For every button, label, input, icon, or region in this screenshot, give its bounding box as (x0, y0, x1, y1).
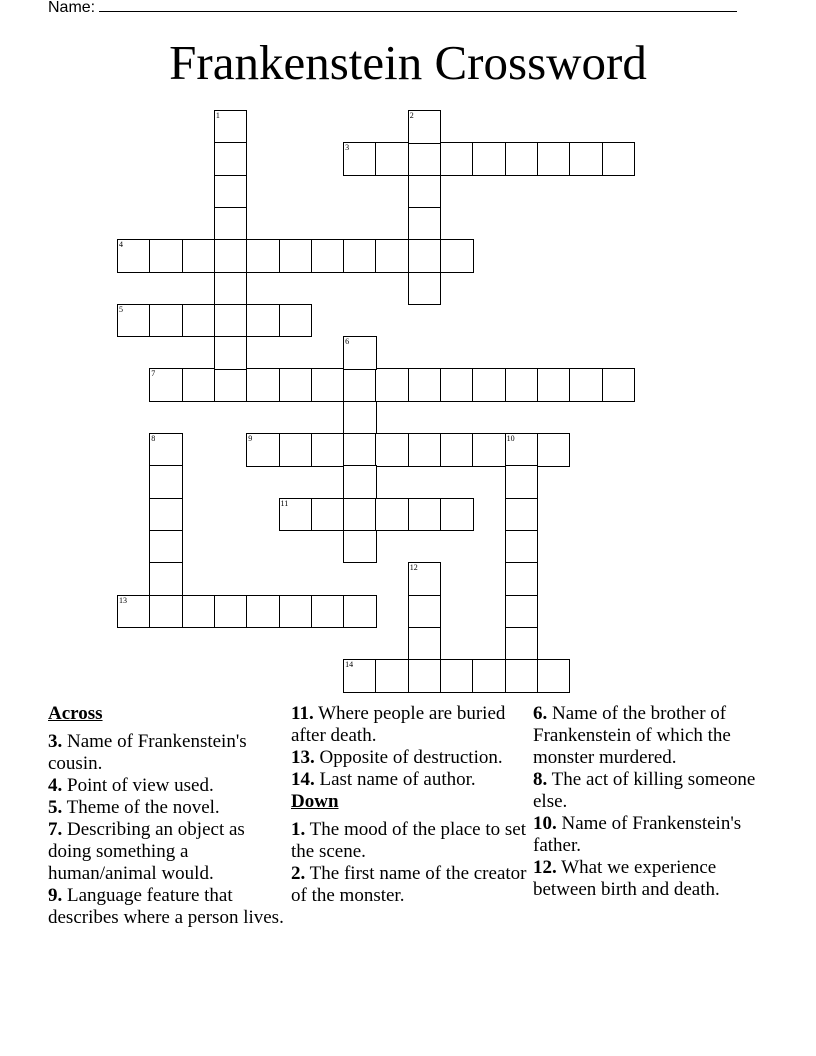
down-heading: Down (291, 791, 339, 812)
grid-cell[interactable] (537, 142, 571, 176)
grid-cell[interactable] (149, 465, 183, 499)
grid-cell[interactable] (343, 465, 377, 499)
grid-cell[interactable] (214, 272, 248, 306)
grid-cell[interactable] (408, 110, 442, 144)
grid-cell[interactable] (214, 207, 248, 241)
clue-number: 8 (151, 434, 156, 443)
grid-cell[interactable] (149, 562, 183, 596)
grid-cell[interactable] (343, 336, 377, 370)
grid-cell[interactable] (408, 627, 442, 661)
grid-cell[interactable] (343, 239, 377, 273)
grid-cell[interactable] (375, 239, 409, 273)
grid-cell[interactable] (408, 659, 442, 693)
clue-number: 10 (506, 434, 515, 443)
grid-cell[interactable] (246, 304, 280, 338)
clue-number: 12 (409, 563, 418, 573)
grid-cell[interactable] (505, 562, 539, 596)
grid-cell[interactable] (246, 595, 280, 629)
grid-cell[interactable] (602, 368, 636, 402)
grid-cell[interactable] (343, 659, 377, 693)
grid-cell[interactable] (343, 498, 377, 532)
clue-across-9: 9. Language feature that describes where a person lives. (48, 885, 284, 928)
grid-cell[interactable] (279, 304, 313, 338)
grid-cell[interactable] (117, 595, 151, 629)
clue-down-10: 10. Name of Frankenstein's father. (533, 813, 742, 856)
clue-column-1 (48, 703, 288, 929)
grid-cell[interactable] (214, 304, 248, 338)
grid-cell[interactable] (149, 530, 183, 564)
clue-number: 9 (248, 434, 253, 443)
grid-cell[interactable] (279, 239, 313, 273)
grid-cell[interactable] (214, 110, 248, 144)
grid-cell[interactable] (602, 142, 636, 176)
grid-cell[interactable] (246, 368, 280, 402)
grid-cell[interactable] (117, 239, 151, 273)
clue-number: 6 (345, 337, 350, 347)
grid-cell[interactable] (408, 498, 442, 532)
grid-cell[interactable] (505, 659, 539, 693)
clue-number: 14 (345, 660, 354, 670)
grid-cell[interactable] (505, 465, 539, 499)
grid-cell[interactable] (343, 433, 377, 467)
grid-cell[interactable] (117, 304, 151, 338)
clue-down-12: 12. What we experience between birth and death. (533, 857, 720, 900)
grid-cell[interactable] (182, 595, 216, 629)
grid-cell[interactable] (375, 142, 409, 176)
grid-cell[interactable] (472, 433, 506, 467)
grid-cell[interactable] (505, 627, 539, 661)
grid-cell[interactable] (311, 368, 345, 402)
grid-cell[interactable] (182, 304, 216, 338)
clue-down-8: 8. The act of killing someone else. (533, 769, 756, 812)
across-heading: Across (48, 703, 103, 724)
grid-cell[interactable] (343, 595, 377, 629)
grid-cell[interactable] (569, 142, 603, 176)
grid-cell[interactable] (214, 175, 248, 209)
grid-cell[interactable] (408, 433, 442, 467)
page-title: Frankenstein Crossword (169, 35, 647, 90)
grid-cell[interactable] (311, 239, 345, 273)
clue-number: 11 (280, 498, 289, 508)
grid-cell[interactable] (375, 368, 409, 402)
clue-number: 13 (119, 595, 127, 605)
grid-cell[interactable] (505, 530, 539, 564)
clue-column-2 (291, 703, 531, 907)
grid-cell[interactable] (408, 175, 442, 209)
grid-cell[interactable] (149, 595, 183, 629)
grid-cell[interactable] (408, 272, 442, 306)
grid-cell[interactable] (537, 659, 571, 693)
grid-cell[interactable] (440, 659, 474, 693)
grid-cell[interactable] (343, 530, 377, 564)
grid-cell[interactable] (440, 498, 474, 532)
grid-cell[interactable] (149, 239, 183, 273)
grid-cell[interactable] (505, 595, 539, 629)
clue-number: 3 (345, 143, 350, 153)
grid-cell[interactable] (311, 498, 345, 532)
clue-number: 4 (119, 240, 123, 250)
grid-cell[interactable] (375, 433, 409, 467)
grid-cell[interactable] (311, 433, 345, 467)
clue-across-5: 5. Theme of the novel. (48, 797, 220, 818)
grid-cell[interactable] (537, 433, 571, 467)
clue-across-7: 7. Describing an object as doing something a human/animal would. (48, 819, 245, 884)
grid-cell[interactable] (472, 142, 506, 176)
grid-cell[interactable] (214, 595, 248, 629)
grid-cell[interactable] (505, 433, 539, 467)
clue-across-14: 14. Last name of author. (291, 769, 476, 790)
grid-cell[interactable] (505, 142, 539, 176)
grid-cell[interactable] (375, 659, 409, 693)
grid-cell[interactable] (343, 142, 377, 176)
grid-cell[interactable] (408, 239, 442, 273)
grid-cell[interactable] (440, 239, 474, 273)
clue-number: 1 (215, 111, 220, 120)
grid-cell[interactable] (149, 433, 183, 467)
grid-cell[interactable] (440, 368, 474, 402)
grid-cell[interactable] (408, 207, 442, 241)
grid-cell[interactable] (214, 368, 248, 402)
clue-number: 7 (151, 369, 156, 379)
grid-cell[interactable] (214, 336, 248, 370)
clue-down-6: 6. Name of the brother of Frankenstein of which the monster murdered. (533, 703, 731, 768)
name-label: Name: (48, 0, 96, 16)
clue-number: 5 (119, 304, 123, 314)
grid-cell[interactable] (214, 239, 248, 273)
clue-down-2: 2. The first name of the creator of the monster. (291, 863, 527, 906)
grid-cell[interactable] (279, 498, 313, 532)
grid-cell[interactable] (408, 368, 442, 402)
grid-cell[interactable] (149, 304, 183, 338)
grid-cell[interactable] (440, 433, 474, 467)
grid-cell[interactable] (472, 368, 506, 402)
grid-cell[interactable] (279, 368, 313, 402)
grid-cell[interactable] (279, 595, 313, 629)
grid-cell[interactable] (311, 595, 345, 629)
clue-across-11: 11. Where people are buried after death. (291, 703, 506, 746)
clue-across-4: 4. Point of view used. (48, 775, 214, 796)
grid-cell[interactable] (343, 401, 377, 435)
grid-cell[interactable] (149, 368, 183, 402)
clue-across-3: 3. Name of Frankenstein's cousin. (48, 731, 247, 774)
clue-column-3 (533, 703, 773, 901)
grid-cell[interactable] (505, 498, 539, 532)
grid-cell[interactable] (375, 498, 409, 532)
grid-cell[interactable] (569, 368, 603, 402)
grid-cell[interactable] (246, 433, 280, 467)
grid-cell[interactable] (149, 498, 183, 532)
clue-number: 2 (409, 111, 414, 120)
grid-cell[interactable] (214, 142, 248, 176)
grid-cell[interactable] (343, 368, 377, 402)
clue-down-1: 1. The mood of the place to set the scene. (291, 819, 526, 862)
grid-cell[interactable] (505, 368, 539, 402)
grid-cell[interactable] (408, 562, 442, 596)
grid-cell[interactable] (182, 239, 216, 273)
grid-cell[interactable] (246, 239, 280, 273)
grid-cell[interactable] (440, 142, 474, 176)
grid-cell[interactable] (408, 595, 442, 629)
grid-cell[interactable] (182, 368, 216, 402)
grid-cell[interactable] (472, 659, 506, 693)
grid-cell[interactable] (408, 142, 442, 176)
grid-cell[interactable] (537, 368, 571, 402)
grid-cell[interactable] (279, 433, 313, 467)
clue-across-13: 13. Opposite of destruction. (291, 747, 503, 768)
